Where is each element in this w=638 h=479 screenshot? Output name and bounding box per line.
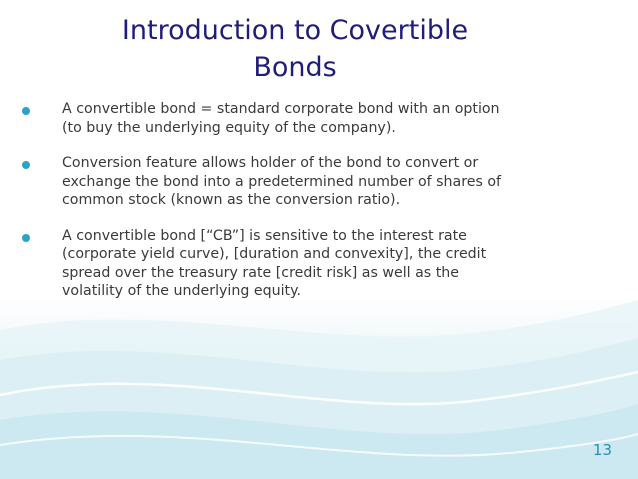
- bullet-item: [22, 100, 582, 137]
- bullet-text: A convertible bond = standard corporate bond with an option (to buy the underlying equity of the company).: [62, 101, 500, 136]
- bullet-item: [22, 154, 582, 210]
- bullet-dot-icon: [22, 161, 30, 169]
- bullet-text: A convertible bond [“CB”] is sensitive to the interest rate (corporate yield curve), [duration and convexity], the credit spread over the treasury rate [credit risk] as well as the volatility of the underlying equity.: [62, 227, 487, 299]
- bullet-dot-icon: [22, 234, 30, 242]
- bullet-text: Conversion feature allows holder of the bond to convert or exchange the bond into a predetermined number of shares of common stock (known as the conversion ratio).: [62, 155, 502, 208]
- bullet-item: [22, 227, 582, 301]
- bullet-dot-icon: [22, 107, 30, 115]
- page-number: 13: [592, 441, 612, 459]
- slide-title: Introduction to Covertible Bonds: [121, 15, 469, 83]
- bullet-list: [22, 100, 582, 318]
